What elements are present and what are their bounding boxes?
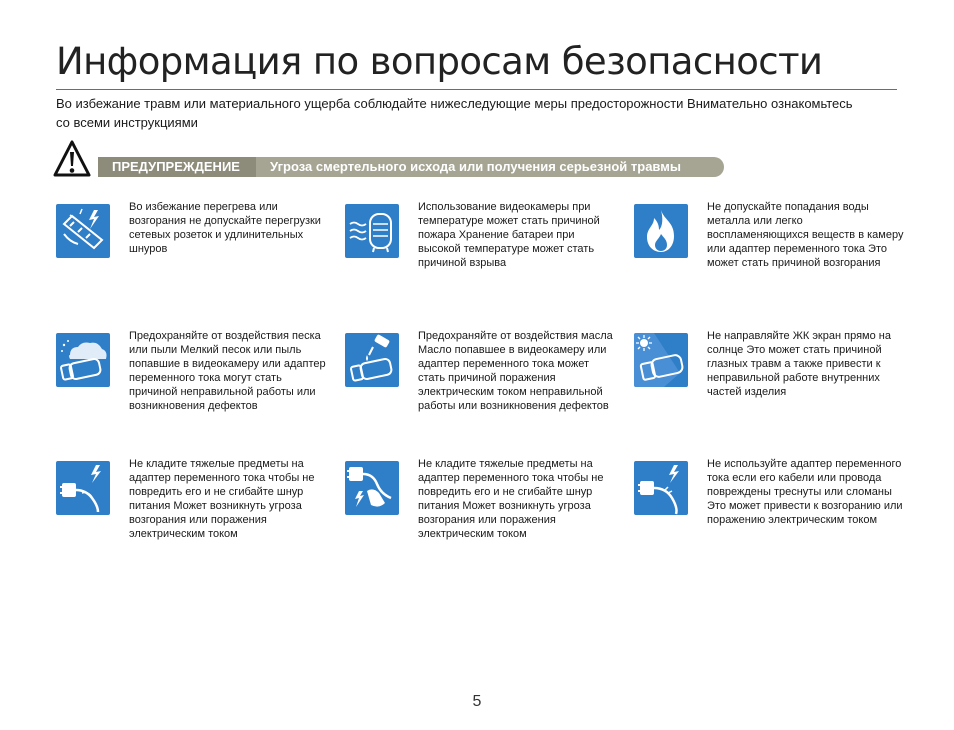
camcorder-heat-icon [345, 204, 399, 258]
fire-icon [634, 204, 688, 258]
safety-item-text: Предохраняйте от воздействия песка или пыли Мелкий песок или пыль попавшие в видеокамеру или адаптер переменного тока могут стать причиной неправильной работы или возникновения дефектов [129, 330, 326, 412]
safety-item-text: Не кладите тяжелые предметы на адаптер переменного тока чтобы не повредить его и не сгибайте шнур питания Может возникнуть угроза возгорания или поражения электрическим током [129, 458, 315, 540]
safety-item-text: Не направляйте ЖК экран прямо на солнце Это может стать причиной глазных травм а также привести к неправильной работе внутренних частей изделия [707, 330, 891, 398]
title-divider [56, 89, 897, 90]
safety-item-text: Не кладите тяжелые предметы на адаптер переменного тока чтобы не повредить его и не сгибайте шнур питания Может возникнуть угроза возгорания или поражения электрическим током [418, 458, 604, 540]
page-number: 5 [472, 693, 482, 710]
warning-text: Угроза смертельного исхода или получения серьезной травмы [270, 159, 681, 174]
sand-dust-camcorder-icon [56, 333, 110, 387]
heavy-object-cord-icon [56, 461, 110, 515]
warning-banner [98, 157, 724, 177]
intro-text: Во избежание травм или материального ущерба соблюдайте нижеследующие меры предосторожности Внимательно ознакомьтесь со всеми инструкциями [56, 96, 853, 130]
warning-label: ПРЕДУПРЕЖДЕНИЕ [112, 159, 240, 174]
sun-lcd-camcorder-icon [634, 333, 688, 387]
safety-item-text: Предохраняйте от воздействия масла Масло попавшее в видеокамеру или адаптер переменного тока может стать причиной поражения электрическим током неправильной работы или возникновения дефектов [418, 330, 613, 412]
oil-camcorder-icon [345, 333, 399, 387]
overloaded-power-strip-icon [56, 204, 110, 258]
page-title: Информация по вопросам безопасности [56, 40, 823, 83]
warning-triangle-icon [52, 139, 92, 179]
damaged-cable-icon [634, 461, 688, 515]
safety-item-text: Во избежание перегрева или возгорания не допускайте перегрузки сетевых розеток и удлинительных шнуров [129, 201, 321, 255]
safety-item-text: Не допускайте попадания воды металла или легко воспламеняющихся веществ в камеру или адаптер переменного тока Это может стать причиной возгорания [707, 201, 904, 269]
safety-item-text: Не используйте адаптер переменного тока если его кабели или провода повреждены треснуты или сломаны Это может привести к возгоранию или поражению электрическим током [707, 458, 903, 526]
safety-item-text: Использование видеокамеры при температуре может стать причиной пожара Хранение батареи при высокой температуре может стать причиной взрыва [418, 201, 600, 269]
bent-power-cord-icon [345, 461, 399, 515]
